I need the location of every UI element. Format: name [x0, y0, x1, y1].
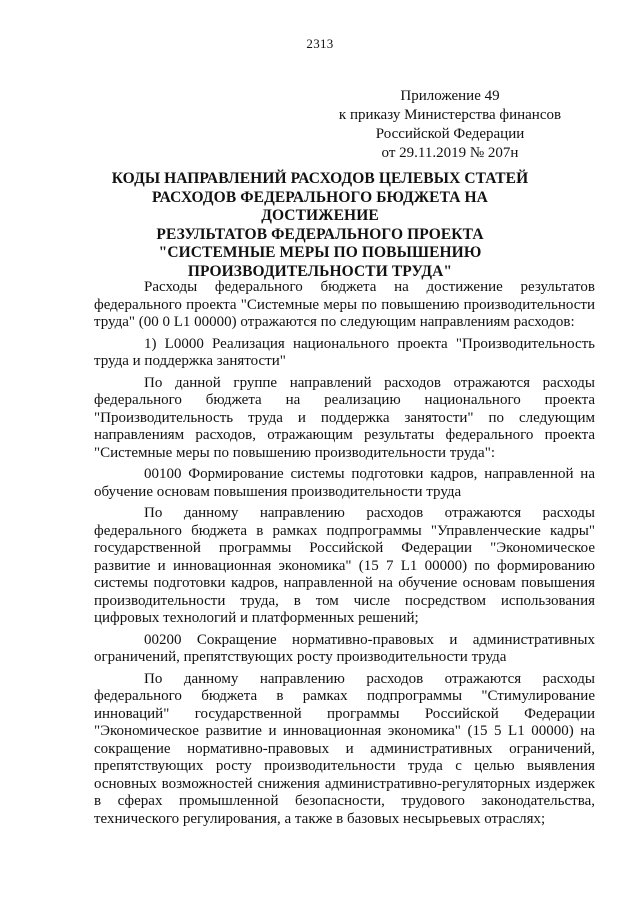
title-line: РЕЗУЛЬТАТОВ ФЕДЕРАЛЬНОГО ПРОЕКТА: [156, 225, 484, 243]
appendix-line: Российской Федерации: [375, 126, 525, 142]
body-paragraph: По данному направлению расходов отражаются расходы федерального бюджета в рамках подпрограммы "Управленческие кадры" государственной программы Российской Федерации "Экономическое развитие и инновационная экономика" (15 7 L1 00000) по формированию системы подготовки кадров, направленной на обучение основам повышения производительности труда, в том числе посредством использования цифровых технологий и платформенных решений;: [94, 505, 595, 626]
appendix-line: Приложение 49: [400, 88, 500, 104]
body-paragraph: 00100 Формирование системы подготовки кадров, направленной на обучение основам повышения производительности труда: [94, 466, 595, 500]
document-title: [95, 170, 545, 281]
body-paragraph: Расходы федерального бюджета на достижение результатов федерального проекта "Системные меры по повышению производительности труда" (00 0 L1 00000) отражаются по следующим направлениям расходов:: [94, 279, 595, 330]
body-paragraph: По данной группе направлений расходов отражаются расходы федерального бюджета на реализацию национального проекта "Производительность труда и поддержка занятости" по следующим направлениям расходов, отражающим результаты федерального проекта "Системные меры по повышению производительности труда":: [94, 374, 595, 461]
body-paragraph: 00200 Сокращение нормативно-правовых и административных ограничений, препятствующих росту производительности труда: [94, 631, 595, 665]
appendix-line: к приказу Министерства финансов: [338, 107, 562, 123]
title-line: ПРОИЗВОДИТЕЛЬНОСТИ ТРУДА": [187, 262, 453, 280]
page-number: 2313: [306, 36, 334, 51]
appendix-block: [300, 87, 600, 163]
title-line: РАСХОДОВ ФЕДЕРАЛЬНОГО БЮДЖЕТА НА ДОСТИЖЕНИЕ: [152, 188, 488, 224]
body-paragraph: 1) L0000 Реализация национального проекта "Производительность труда и поддержка занятости": [94, 335, 595, 369]
appendix-line: от 29.11.2019 № 207н: [381, 145, 519, 161]
title-line: КОДЫ НАПРАВЛЕНИЙ РАСХОДОВ ЦЕЛЕВЫХ СТАТЕЙ: [111, 170, 529, 187]
body-paragraph: По данному направлению расходов отражаются расходы федерального бюджета в рамках подпрограммы "Стимулирование инноваций" государственной программы Российской Федерации "Экономическое развитие и инновационная экономика" (15 5 L1 00000) на сокращение нормативно-правовых и административных ограничений, препятствующих росту производительности труда с целью выявления основных возможностей снижения административно-регуляторных издержек в сферах промышленной безопасности, трудового законодательства, технического регулирования, а также в базовых несырьевых отраслях;: [94, 670, 595, 827]
document-body: [94, 279, 595, 832]
title-line: "СИСТЕМНЫЕ МЕРЫ ПО ПОВЫШЕНИЮ: [158, 244, 482, 261]
